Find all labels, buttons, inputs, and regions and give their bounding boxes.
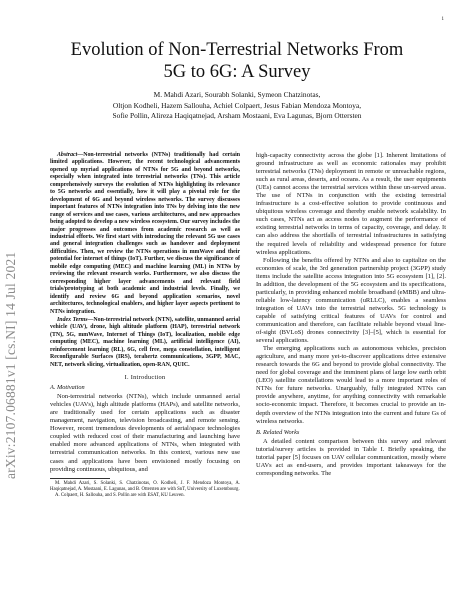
footnote-divider xyxy=(50,478,110,479)
left-column xyxy=(50,152,240,499)
subsection-heading-related-works: B. Related Works xyxy=(256,428,300,436)
body-paragraph: A detailed content comparison between this survey and relevant tutorial/survey articles is provided in Table I. Briefly speaking, the tutorial paper [5] focuses on UAV cellular communication, mostly where UAVs act as end-users, and provides important takeaways for the corresponding networks. The xyxy=(256,437,446,477)
footnote: A. Colpaert, H. Sallouha, and S. Pollin are with ESAT, KU Leuven. xyxy=(55,492,185,498)
body-paragraph: high-capacity connectivity across the globe [1]. Inherent limitations of ground infrastructure as well as economic rationales may prohibit terrestrial networks (TNs) deployment in remote or unreachable regions, such as rural areas, deserts, and oceans. As a result, the user equipments (UEs) cannot access the terrestrial services within these un-served areas. The use of NTNs in conjunction with the existing terrestrial infrastructure is a cost-effective solution to provide continuous and ubiquitous wireless coverage and thereby enable network scalability. In such cases, NTNs act as access nodes to augment the performance of existing terrestrial networks in terms of capacity, coverage, and delay. It can also address the shortfalls of terrestrial infrastructures in satisfying the required levels of reliability and widespread presence for future wireless applications. xyxy=(256,152,446,256)
author-line: Sofie Pollin, Alireza Haqiqatnejad, Arsham Mostaani, Eva Lagunas, Bjorn Ottersten xyxy=(112,111,362,121)
subsection-heading-motivation: A. Motivation xyxy=(50,384,85,392)
index-terms-lead: Index Terms xyxy=(57,316,88,323)
abstract xyxy=(50,152,240,316)
author-line: M. Mahdi Azari, Sourabh Solanki, Symeon Chatzinotas, xyxy=(153,90,321,99)
author-line: Oltjon Kodheli, Hazem Sallouha, Achiel Colpaert, Jesus Fabian Mendoza Montoya, xyxy=(112,100,362,110)
body-paragraph: The emerging applications such as autonomous vehicles, precision agriculture, and many more yet-to-discover applications drive extensive research towards the 6G and beyond to provide global connectivity. The need for global coverage and the imminent plans of large low earth orbit (LEO) satellite constellations would lead to a more important roles of NTNs for future networks. Unarguably, fully integrated NTNs can provide anywhere, anytime, for anything connectivity with remarkable socio-economic impact. Therefore, it becomes crucial to provide an in-depth overview of the NTNs integration into the current and future Gs of wireless networks. xyxy=(256,345,446,425)
index-terms xyxy=(50,317,240,369)
arxiv-identifier: arXiv:2107.06881v1 [cs.NI] 14 Jul 2021 xyxy=(3,251,18,479)
right-column xyxy=(256,152,446,478)
abstract-text: —Non-terrestrial networks (NTNs) traditionally had certain limited applications. However, the recent technological advancements opened up myriad applications of NTNs for 5G and beyond networks, especially when integrated into terrestrial networks (TNs). This article comprehensively surveys the evolution of NTNs highlighting its relevance to 5G networks and essentially, how it will play a pivotal role for the development of 6G and beyond wireless networks. The survey discusses important features of NTNs integration into TNs by delving into the new range of services and use cases, various architectures, and new approaches being adopted to develop a new wireless ecosystem. Our survey includes the major progresses and outcomes from academic research as well as industrial efforts. We first start with introducing the relevant 5G use cases and general integration challenges such as handover and deployment difficulties. Then, we review the NTNs operations in mmWave and their potential for internet of things (IoT). Further, we discuss the significance of mobile edge computing (MEC) and machine learning (ML) in NTNs by reviewing the relevant research works. Furthermore, we also discuss the corresponding higher layer advancements and relevant field trials/prototyping at both academic and industrial levels. Finally, we identify and review 6G and beyond application scenarios, novel architectures, technological enablers, and higher layer aspects pertinent to NTNs integration. xyxy=(50,152,240,315)
body-paragraph: Non-terrestrial networks (NTNs), which include unmanned aerial vehicles (UAVs), high altitude platforms (HAPs), and satellite networks, are traditionally used for certain applications such as disaster management, navigation, television broadcasting, and remote sensing. However, recent tremendous developments of aerial/space technologies coupled with reduced cost of their manufacturing and launching have enabled more advanced applications of NTNs, when integrated with terrestrial communication networks. In this context, various new use cases and applications have been envisioned mostly focusing on providing continuous, ubiquitous, and xyxy=(50,393,240,473)
body-paragraph: Following the benefits offered by NTNs and also to capitalize on the economies of scale, the 3rd generation partnership project (3GPP) study items include the satellite access integration into 5G ecosystem [1], [2]. In addition, the development of the 5G ecosystem and its specifications, particularly, in providing enhanced mobile broadband (eMBB) and ultra-reliable low-latency communication (uRLLC), enables a seamless integration of UAVs into the terrestrial networks. 5G technology is capable of satisfying critical features of UAVs for control and communication and therefore, can facilitate reliable beyond visual line-of-sight (BVLoS) drones connectivity [3]–[5], which is essential for several applications. xyxy=(256,256,446,345)
paper-title: Evolution of Non-Terrestrial Networks From 5G to 6G: A Survey xyxy=(70,40,404,82)
section-heading: I. Introduction xyxy=(124,374,166,382)
author-list xyxy=(60,90,414,122)
abstract-lead: Abstract xyxy=(57,152,78,158)
index-terms-text: —Non-terrestrial network (NTN), satellite, unmanned aerial vehicle (UAV), drone, high altitude platform (HAP), terrestrial network (TN), 5G, mmWave, Internet of Things (IoT), localization, mobile edge computing (MEC), machine learning (ML), artificial intelligence (AI), reinforcement learning (RL), 6G, cell free, mega constellation, intelligent Reconfigurable Surfaces (IRS), terahertz communications, 3GPP, MAC, NET, network slicing, virtualization, open-RAN, QUIC. xyxy=(50,316,240,368)
footnote: M. Mahdi Azari, S. Solanki, S. Chatzinotas, O. Kodheli, J. F. Mendoza Montoya, A. Haqiqatnejad, A. Mostaani, E. Lagunas, and B. Ottersten are with SnT, University of Luxembourg. xyxy=(50,480,240,492)
page-number: 1 xyxy=(441,17,444,22)
